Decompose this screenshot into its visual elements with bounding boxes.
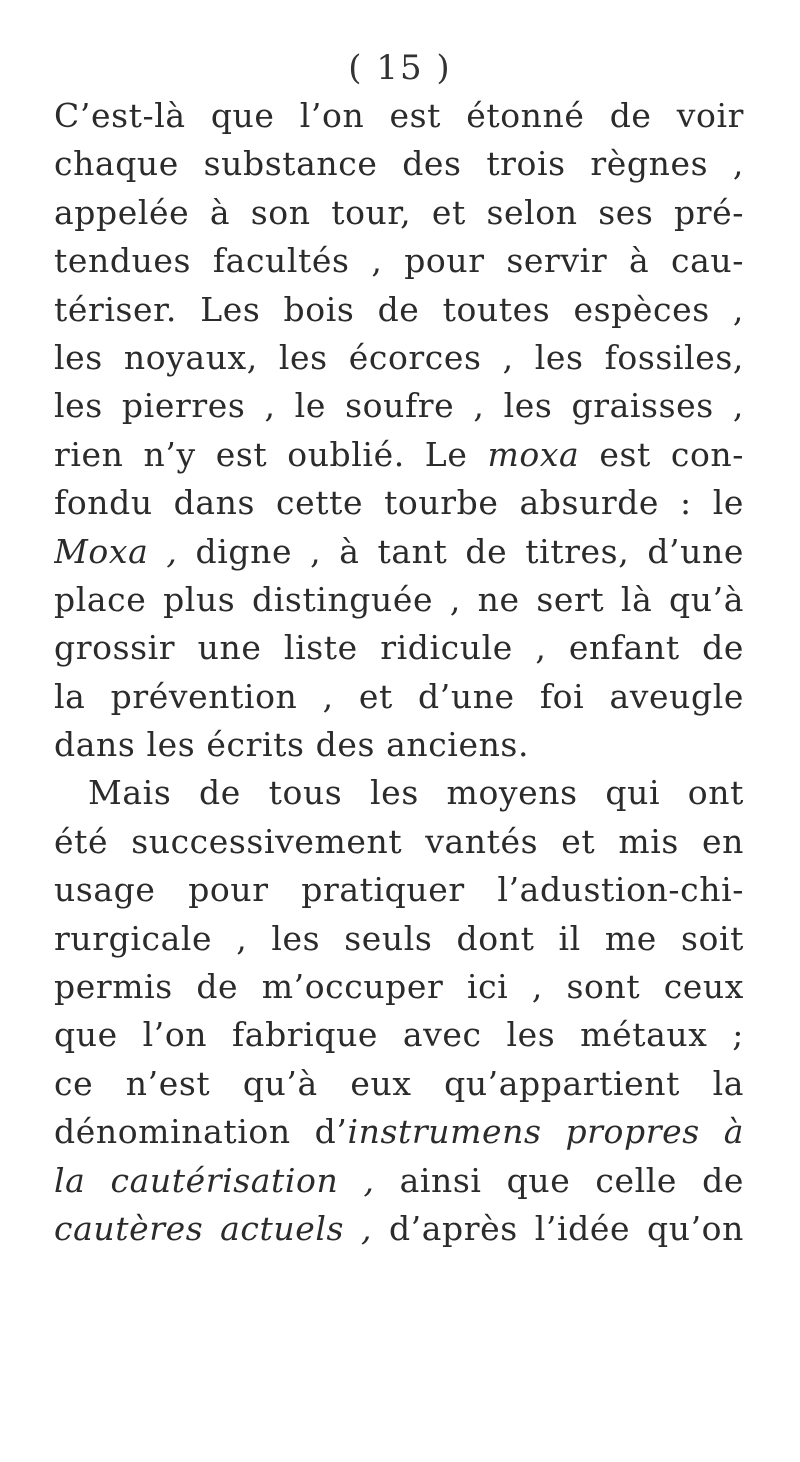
italic-term: instrumens propres à [347, 1112, 744, 1152]
italic-term: la cautérisation , [54, 1160, 375, 1200]
text-line: la prévention , et d’une foi aveugle [54, 676, 744, 716]
text-line [54, 1205, 744, 1253]
text-run: est con- [579, 434, 744, 474]
text-line: place plus distinguée , ne sert là qu’à [54, 579, 744, 619]
text-run: dénomination d’ [54, 1112, 348, 1152]
text-line: ce n’est qu’à eux qu’appartient la [54, 1063, 744, 1103]
text-line: rurgicale , les seuls dont il me soit [54, 918, 744, 958]
text-run: rien n’y est oublié. Le [54, 434, 488, 474]
text-line [54, 1108, 744, 1156]
body-text [54, 92, 744, 1253]
text-line: tendues facultés , pour servir à cau- [54, 241, 744, 281]
italic-term: cautères actuels , [54, 1208, 373, 1248]
text-line: fondu dans cette tourbe absurde : le [54, 483, 744, 523]
text-line: que l’on fabrique avec les métaux ; [54, 1015, 744, 1055]
italic-term: moxa [487, 434, 580, 474]
text-line: les noyaux, les écorces , les fossiles, [54, 337, 744, 377]
text-line [54, 1157, 744, 1205]
text-line: les pierres , le soufre , les graisses , [54, 386, 744, 426]
text-line: permis de m’occuper ici , sont ceux [54, 967, 744, 1007]
text-line [54, 528, 744, 576]
text-line: Mais de tous les moyens qui ont [88, 773, 744, 813]
text-run: digne , à tant de titres, d’une [177, 531, 744, 571]
text-line: appelée à son tour, et selon ses pré- [54, 192, 744, 232]
paragraph-2 [54, 769, 744, 1253]
paragraph-1 [54, 92, 744, 769]
text-line: grossir une liste ridicule , enfant de [54, 628, 744, 668]
text-line: C’est-là que l’on est étonné de voir [54, 96, 744, 135]
text-line: chaque substance des trois règnes , [54, 144, 744, 184]
text-line: dans les écrits des anciens. [54, 725, 530, 765]
text-line: usage pour pratiquer l’adustion-chi- [54, 870, 744, 910]
italic-term: Moxa , [54, 531, 178, 571]
text-run: ainsi que celle de [374, 1160, 744, 1200]
text-line: tériser. Les bois de toutes espèces , [54, 289, 744, 329]
text-line: été successivement vantés et mis en [54, 821, 744, 861]
page-number: ( 15 ) [348, 48, 452, 88]
text-line [54, 431, 744, 479]
text-run: d’après l’idée qu’on [372, 1208, 744, 1248]
